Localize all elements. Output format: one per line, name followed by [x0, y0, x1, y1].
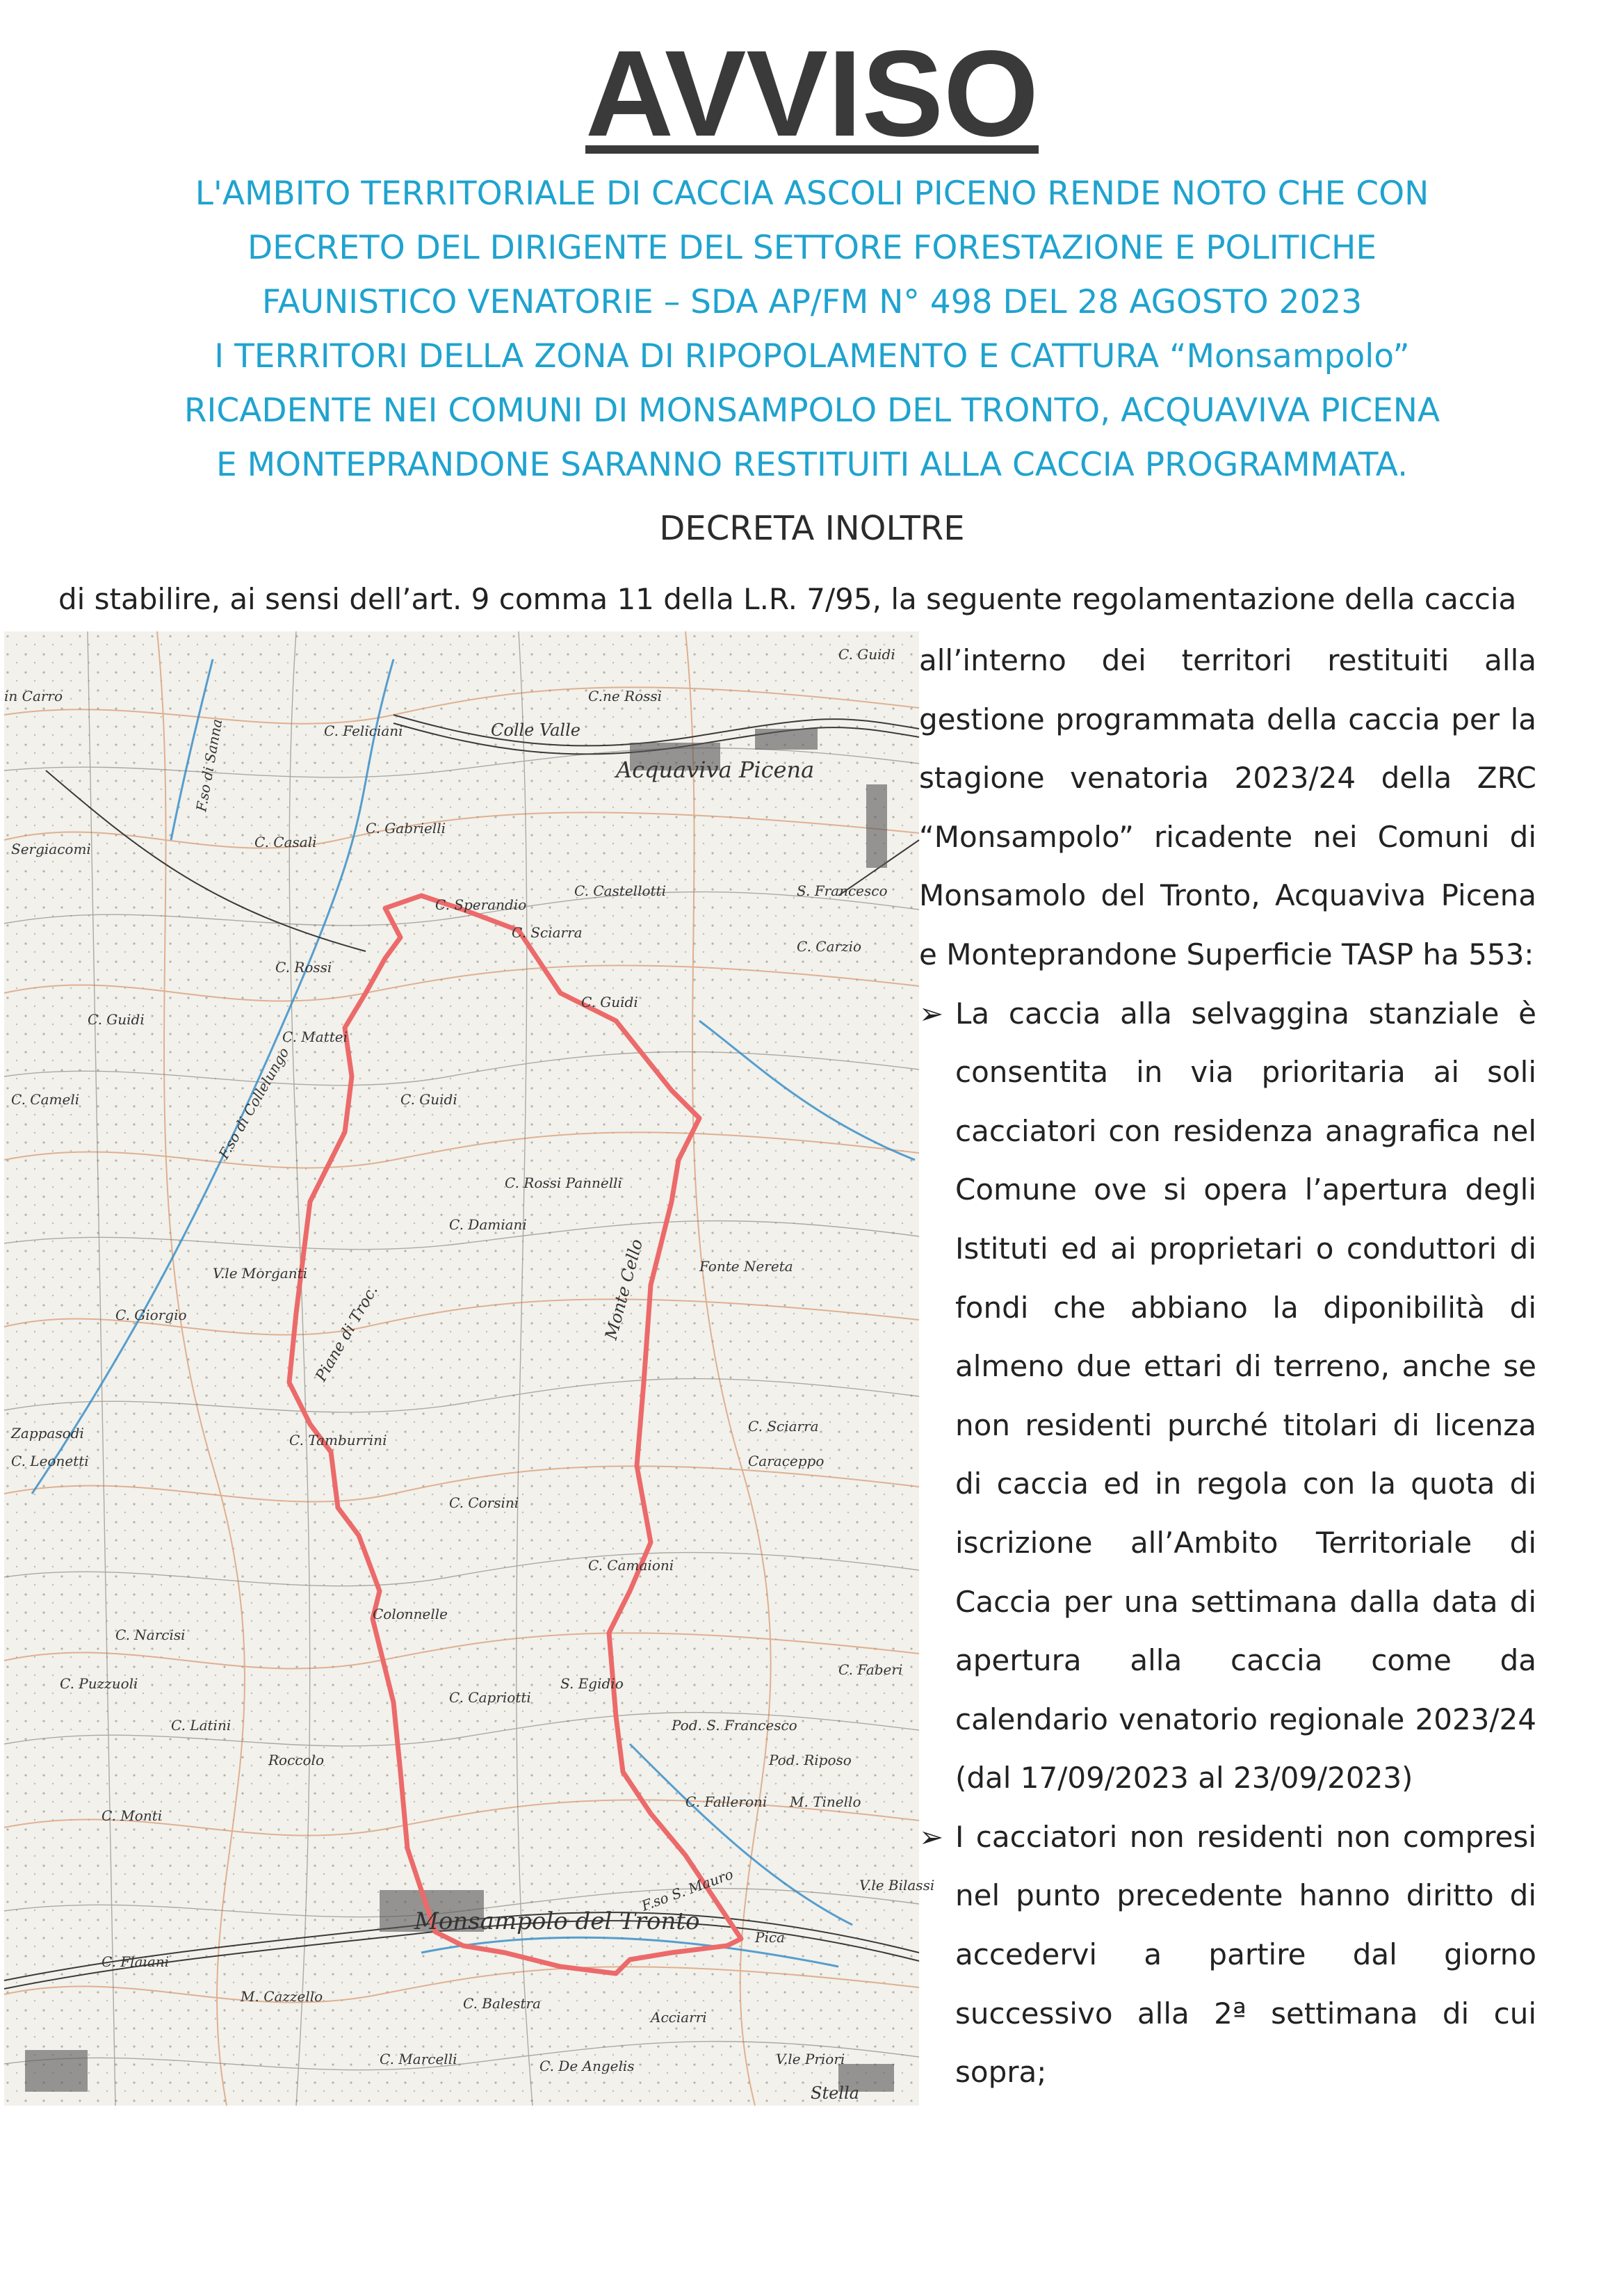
map-label: C. Rossi — [275, 959, 332, 976]
map-label: C. Castellotti — [574, 882, 666, 899]
map-label: C. Leonetti — [11, 1453, 89, 1469]
map-label: C. Capriotti — [449, 1689, 531, 1706]
announcement-line: RICADENTE NEI COMUNI DI MONSAMPOLO DEL TRONTO, ACQUAVIVA PICENA — [184, 392, 1440, 430]
map-label: C. Falleroni — [685, 1793, 768, 1810]
map-label: C. Tamburrini — [289, 1432, 387, 1448]
announcement-line: E MONTEPRANDONE SARANNO RESTITUITI ALLA CACCIA PROGRAMMATA. — [216, 446, 1408, 484]
map-label: F.so di Sanna — [193, 718, 226, 813]
map-label: C.ne Rossi — [588, 688, 663, 704]
map-label: C. Feliciani — [324, 723, 403, 739]
map-label: C. Gabrielli — [366, 820, 446, 837]
announcement — [42, 167, 1582, 492]
map-label: M. Tinello — [790, 1793, 861, 1810]
rule-item — [919, 985, 1536, 1808]
map-label: F.so di Collelungo — [215, 1044, 293, 1162]
map-label: C. Rossi Pannelli — [505, 1175, 622, 1191]
map-label: C. Narcisi — [115, 1627, 186, 1643]
map-label: Acciarri — [651, 2009, 707, 2026]
map-label: Stella — [811, 2083, 859, 2103]
announcement-line: FAUNISTICO VENATORIE – SDA AP/FM N° 498 DEL 28 AGOSTO 2023 — [261, 283, 1363, 321]
map-label: Piane di Troc. — [312, 1282, 382, 1385]
map-label: C. Sciarra — [512, 924, 583, 941]
map-label: C. Guidi — [581, 994, 638, 1010]
continuation-paragraph: all’interno dei territori restituiti alla gestione programmata della caccia per la stagione venatoria 2023/24 della ZRC “Monsampolo” ricadente nei Comuni di Monsamolo del Tronto, Acquaviva Picena e Monteprandone Superficie TASP ha 553: — [919, 643, 1536, 971]
map-label: V.le Priori — [776, 2051, 845, 2067]
map-label: C. Balestra — [463, 1995, 541, 2012]
map-label: C. Cameli — [11, 1091, 80, 1108]
map-label: C. Flaiani — [102, 1953, 170, 1970]
map-label: Pod. S. Francesco — [672, 1717, 797, 1734]
rule-text: La caccia alla selvaggina stanziale è consentita in via prioritaria ai soli cacciatori con residenza anagrafica nel Comune ove si opera l’apertura degli Istituti ed ai proprietari o conduttori di fondi che abbiano la diponibilità di almeno due ettari di terreno, anche se non residenti purché titolari di licenza di caccia ed in regola con la quota di iscrizione all’Ambito Territoriale di Caccia per una settimana dalla data di apertura alla caccia come da calendario venatorio regionale 2023/24 (dal 17/09/2023 al 23/09/2023) — [955, 996, 1536, 1795]
map-label: C. Sperandio — [435, 896, 527, 913]
arrow-bullet-icon: ➢ — [919, 1819, 944, 1854]
map-label: C. Corsini — [449, 1494, 519, 1511]
arrow-bullet-icon: ➢ — [919, 996, 944, 1031]
announcement-line: L'AMBITO TERRITORIALE DI CACCIA ASCOLI PICENO RENDE NOTO CHE CON — [195, 175, 1429, 213]
map-label: Colonnelle — [373, 1606, 448, 1622]
map-label: C. Marcelli — [380, 2051, 457, 2067]
map-label: C. Guidi — [400, 1091, 457, 1108]
map-label: S. Francesco — [797, 882, 888, 899]
map-label: C. Faberi — [838, 1661, 903, 1678]
decreta-heading: DECRETA INOLTRE — [659, 509, 965, 548]
map-label: Roccolo — [268, 1752, 324, 1768]
announcement-line: I TERRITORI DELLA ZONA DI RIPOPOLAMENTO E CATTURA “Monsampolo” — [214, 337, 1410, 376]
map-label: M. Cazzello — [241, 1988, 323, 2005]
map-label: S. Egidio — [560, 1675, 624, 1692]
map-label: Colle Valle — [491, 720, 580, 740]
map-label: Pod. Riposo — [769, 1752, 852, 1768]
map-label: C. Camaioni — [588, 1557, 674, 1574]
map-label: in Carro — [4, 688, 63, 704]
intro-text: di stabilire, ai sensi dell’art. 9 comma 11 della L.R. 7/95, la seguente regolamentazione della caccia — [58, 582, 1517, 616]
topographic-map — [4, 631, 935, 2106]
map-label: C. Monti — [102, 1807, 163, 1824]
map-label: C. Sciarra — [748, 1418, 819, 1435]
map-label: C. Casali — [254, 834, 317, 850]
announcement-line: DECRETO DEL DIRIGENTE DEL SETTORE FORESTAZIONE E POLITICHE — [247, 229, 1377, 267]
map-label: Acquaviva Picena — [616, 757, 815, 783]
map-label: Pica — [755, 1929, 785, 1946]
map-label: C. De Angelis — [539, 2058, 635, 2074]
map-label: C. Carzio — [797, 938, 862, 955]
map-label: Sergiacomi — [11, 841, 91, 857]
zrc-map — [4, 631, 935, 2106]
map-label: Zappasodi — [11, 1425, 84, 1442]
map-label: C. Guidi — [838, 646, 895, 663]
regulation-text — [919, 631, 1536, 2102]
map-label: V.le Bilassi — [859, 1877, 935, 1894]
map-label: C. Latini — [171, 1717, 232, 1734]
rule-text: I cacciatori non residenti non compresi nel punto precedente hanno diritto di accedervi a partire dal giorno successivo alla 2ª settimana di cui sopra; — [955, 1819, 1536, 2090]
map-label: C. Puzzuoli — [60, 1675, 138, 1692]
map-label: Monte Cello — [601, 1237, 647, 1342]
map-label: V.le Morganti — [213, 1265, 308, 1282]
map-label: C. Giorgio — [115, 1307, 187, 1323]
map-label: C. Damiani — [449, 1216, 527, 1233]
map-label: Fonte Nereta — [699, 1258, 793, 1275]
map-label: C. Mattei — [282, 1028, 348, 1045]
map-label: Caraceppo — [748, 1453, 825, 1469]
notice-title: AVVISO — [585, 26, 1039, 162]
map-label: Monsampolo del Tronto — [414, 1907, 700, 1935]
map-label: C. Guidi — [88, 1011, 145, 1028]
map-label: F.so S. Mauro — [639, 1865, 736, 1914]
rule-item — [919, 1808, 1536, 2102]
